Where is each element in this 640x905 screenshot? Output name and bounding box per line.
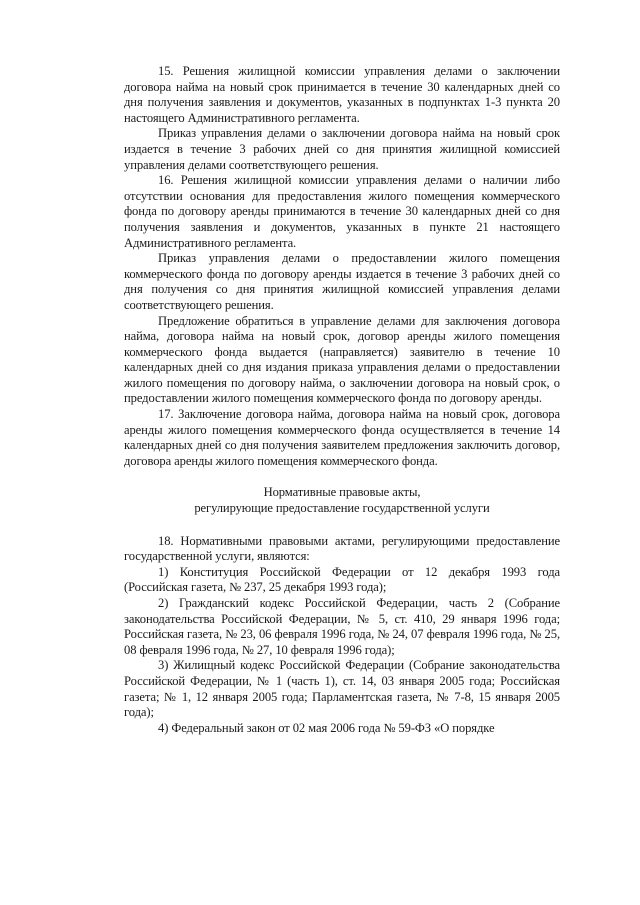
paragraph-16: 16. Решения жилищной комиссии управления делами о наличии либо отсутствии основания для предоставления жилого помещения коммерческого фонда по договору аренды принимаются в течение 30 календарных дней со дня получения заявления и документов, указанных в пункте 21 настоящего Административного регламента. [124, 173, 560, 250]
section-heading [124, 485, 560, 516]
paragraph-16-order: Приказ управления делами о предоставлении жилого помещения коммерческого фонда по договору аренды издается в течение 3 рабочих дней со дня получения со дня принятия жилищной комиссией управления делами соответствующего решения. [124, 251, 560, 312]
paragraph-15-order: Приказ управления делами о заключении договора найма на новый срок издается в течение 3 рабочих дней со дня принятия жилищной комиссией управления делами соответствующего решения. [124, 126, 560, 172]
paragraph-15: 15. Решения жилищной комиссии управления делами о заключении договора найма на новый срок принимается в течение 30 календарных дней со дня получения заявления и документов, указанных в подпунктах 1-3 пункта 20 настоящего Административного регламента. [124, 64, 560, 125]
list-item-constitution: 1) Конституция Российской Федерации от 12 декабря 1993 года (Российская газета, № 237, 25 декабря 1993 года); [124, 564, 560, 595]
paragraph-18: 18. Нормативными правовыми актами, регулирующими предоставление государственной услуги, являются: [124, 533, 560, 564]
section-heading-line-1: Нормативные правовые акты, [263, 485, 421, 500]
section-heading-line-2: регулирующие предоставление государственной услуги [194, 501, 490, 516]
list-item-federal-law: 4) Федеральный закон от 02 мая 2006 года № 59-ФЗ «О порядке [158, 720, 495, 735]
paragraph-17: 17. Заключение договора найма, договора найма на новый срок, договора аренды жилого помещения коммерческого фонда осуществляется в течение 14 календарных дней со дня получения заявителем предложения заключить договор, договора аренды жилого помещения коммерческого фонда. [124, 407, 560, 468]
list-item-civil-code: 2) Гражданский кодекс Российской Федерации, часть 2 (Собрание законодательства Российской Федерации, № 5, ст. 410, 29 января 1996 года; Российская газета, № 23, 06 февраля 1996 года, № 24, 07 февраля 1996 года, № 25, 08 февраля 1996 года, № 27, 10 февраля 1996 года); [124, 596, 560, 657]
paragraph-proposal: Предложение обратиться в управление делами для заключения договора найма, договора найма на новый срок, договор аренды жилого помещения коммерческого фонда выдается (направляется) заявителю в течение 10 календарных дней со дня издания приказа управления делами о предоставлении жилого помещения по договору найма, о заключении договора на новый срок, о предоставлении жилого помещения коммерческого фонда по договору аренды. [124, 313, 560, 406]
document-page [124, 64, 560, 736]
list-item-housing-code: 3) Жилищный кодекс Российской Федерации (Собрание законодательства Российской Федерации, № 1 (часть 1), ст. 14, 03 января 2005 года; Российская газета; № 1, 12 января 2005 года; Парламентская газета, № 7-8, 15 января 2005 года); [124, 658, 560, 720]
